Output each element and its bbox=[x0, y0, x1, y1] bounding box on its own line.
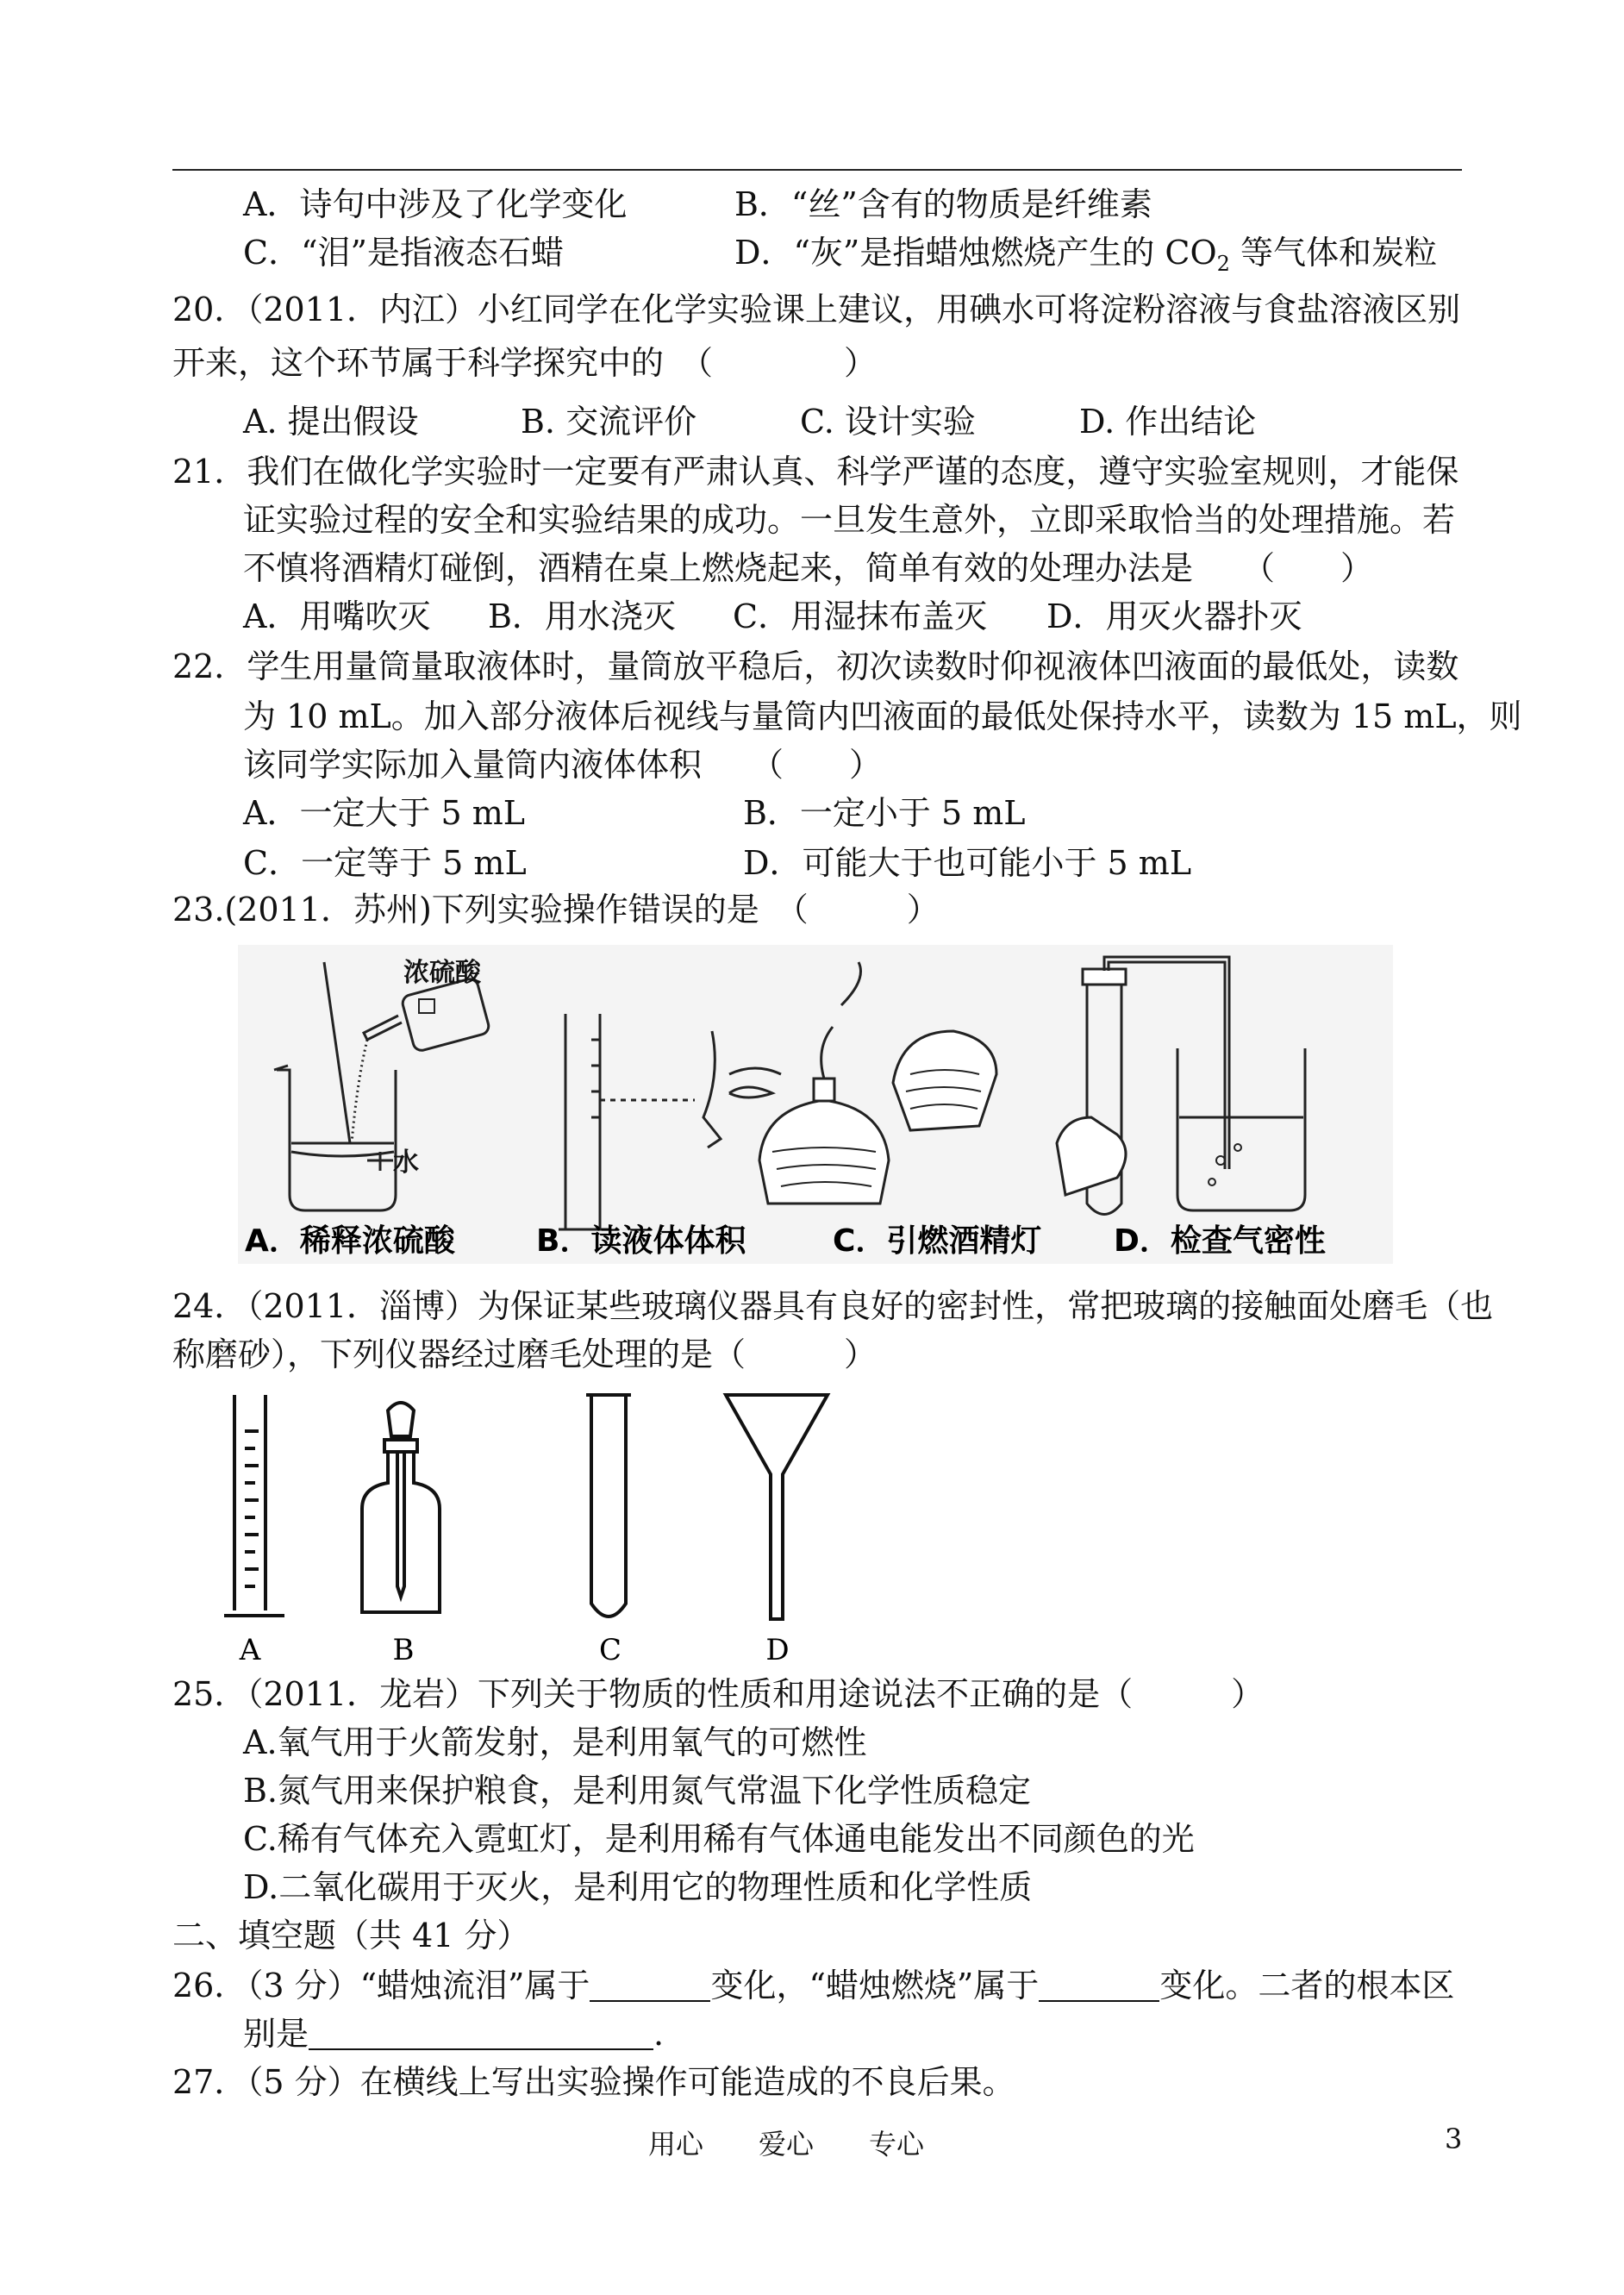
q21-stem-line1: 21．我们在做化学实验时一定要有严肃认真、科学严谨的态度，遵守实验室规则，才能保 bbox=[172, 453, 1459, 491]
q21-option-c: C．用湿抹布盖灭 bbox=[733, 597, 988, 635]
figure-caption-d: D．检查气密性 bbox=[1114, 1223, 1326, 1259]
q24-stem-line2: 称磨砂），下列仪器经过磨毛处理的是（ ） bbox=[172, 1335, 878, 1373]
q24-stem-line1: 24．（2011．淄博）为保证某些玻璃仪器具有良好的密封性，常把玻璃的接触面处磨毛（也 bbox=[172, 1287, 1494, 1325]
footer-motto: 用心 爱心 专心 bbox=[648, 2128, 925, 2161]
section-heading: 二、填空题（共 41 分） bbox=[172, 1917, 530, 1954]
test-tube-illustration bbox=[586, 1395, 631, 1617]
q22-option-b: B．一定小于 5 mL bbox=[743, 794, 1026, 832]
figure-caption-b: B．读液体体积 bbox=[536, 1223, 746, 1259]
q22-option-d: D．可能大于也可能小于 5 mL bbox=[743, 844, 1192, 882]
q20-option-d: D. 作出结论 bbox=[1079, 403, 1257, 441]
q21-stem-line2: 证实验过程的安全和实验结果的成功。一旦发生意外，立即采取恰当的处理措施。若 bbox=[243, 501, 1456, 539]
q20-stem-line2: 开来，这个环节属于科学探究中的 （ ） bbox=[172, 344, 878, 382]
q20-option-a: A. 提出假设 bbox=[243, 403, 419, 441]
figure-caption-c: C．引燃酒精灯 bbox=[833, 1223, 1042, 1259]
q23-stem: 23.(2011．苏州)下列实验操作错误的是 （ ） bbox=[172, 891, 940, 929]
q25-option-b: B.氮气用来保护粮食，是利用氮气常温下化学性质稳定 bbox=[243, 1772, 1032, 1810]
q20-option-b: B. 交流评价 bbox=[521, 403, 697, 441]
q22-option-a: A．一定大于 5 mL bbox=[243, 794, 526, 832]
figure-caption-b: B bbox=[392, 1633, 415, 1664]
funnel-illustration bbox=[726, 1395, 828, 1619]
q21-stem-line3: 不慎将酒精灯碰倒，酒精在桌上燃烧起来，简单有效的处理办法是 （ ） bbox=[243, 549, 1374, 587]
figure-caption-c: C bbox=[598, 1633, 622, 1664]
q24-figure bbox=[215, 1388, 853, 1664]
q22-option-c: C．一定等于 5 mL bbox=[243, 844, 527, 882]
q19-option-a: A．诗句中涉及了化学变化 bbox=[243, 185, 628, 223]
q26-stem-line1: 26．（3 分）“蜡烛流泪”属于 变化，“蜡烛燃烧”属于 变化。二者的根本区 bbox=[172, 1967, 1455, 2004]
q21-option-b: B．用水浇灭 bbox=[488, 597, 676, 635]
figure-caption-a: A．稀释浓硫酸 bbox=[245, 1223, 455, 1259]
q23-figure bbox=[238, 945, 1393, 1264]
header-rule bbox=[172, 169, 1462, 171]
q20-option-c: C. 设计实验 bbox=[800, 403, 976, 441]
q21-option-d: D．用灭火器扑灭 bbox=[1046, 597, 1302, 635]
q22-stem-line3: 该同学实际加入量筒内液体体积 （ ） bbox=[243, 746, 883, 784]
q19-option-c: C．“泪”是指液态石蜡 bbox=[243, 234, 564, 272]
q26-blank-3[interactable] bbox=[309, 2017, 653, 2050]
q25-option-c: C.稀有气体充入霓虹灯，是利用稀有气体通电能发出不同颜色的光 bbox=[243, 1820, 1195, 1858]
q23-figure-panel bbox=[238, 945, 1393, 1264]
q22-stem-line1: 22．学生用量筒量取液体时，量筒放平稳后，初次读数时仰视液体凹液面的最低处，读数 bbox=[172, 647, 1459, 685]
figure-caption-a: A bbox=[239, 1633, 261, 1664]
q24-figure-panel bbox=[215, 1388, 853, 1664]
q26-stem-line2: 别是 . bbox=[243, 2015, 665, 2053]
q19-option-d: D．“灰”是指蜡烛燃烧产生的 $CO_2$ 等气体和炭粒 bbox=[734, 234, 1438, 276]
q26-blank-1[interactable] bbox=[590, 1969, 710, 2002]
q25-stem: 25．（2011．龙岩）下列关于物质的性质和用途说法不正确的是（ ） bbox=[172, 1675, 1265, 1713]
dropper-bottle-illustration bbox=[362, 1403, 440, 1612]
figure-caption-d: D bbox=[765, 1633, 790, 1664]
bottle-label: 浓硫酸 bbox=[403, 958, 481, 988]
q27-stem: 27．（5 分）在横线上写出实验操作可能造成的不良后果。 bbox=[172, 2063, 1015, 2101]
q20-stem-line1: 20．（2011．内江）小红同学在化学实验课上建议，用碘水可将淀粉溶液与食盐溶液区别 bbox=[172, 291, 1461, 328]
q22-stem-line2: 为 10 mL。加入部分液体后视线与量筒内凹液面的最低处保持水平，读数为 15 mL，则 bbox=[243, 697, 1522, 735]
q25-option-d: D.二氧化碳用于灭火，是利用它的物理性质和化学性质 bbox=[243, 1868, 1033, 1906]
q21-option-a: A．用嘴吹灭 bbox=[243, 597, 431, 635]
graduated-cylinder-illustration bbox=[224, 1395, 284, 1616]
water-label: 水 bbox=[393, 1148, 419, 1178]
q19-option-b: B．“丝”含有的物质是纤维素 bbox=[734, 185, 1152, 223]
q26-blank-2[interactable] bbox=[1039, 1969, 1159, 2002]
page-number: 3 bbox=[1445, 2123, 1463, 2155]
q25-option-a: A.氧气用于火箭发射，是利用氧气的可燃性 bbox=[243, 1723, 867, 1761]
